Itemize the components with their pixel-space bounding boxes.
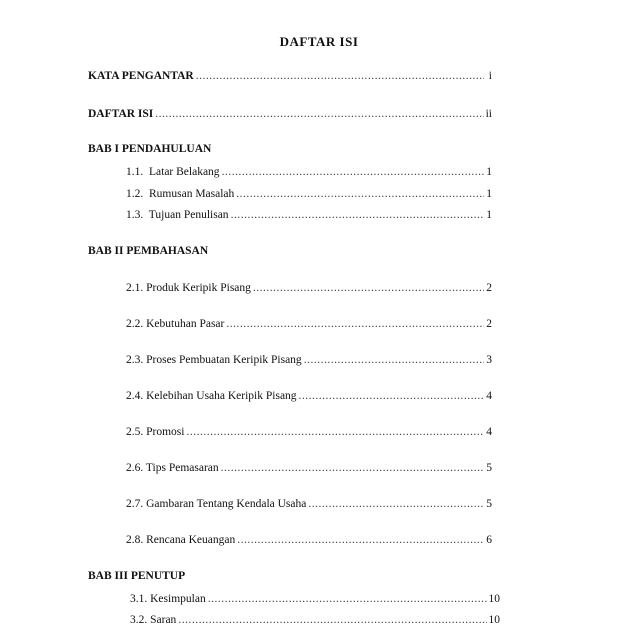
toc-page-number: 2: [486, 282, 492, 294]
leader-dots: [236, 186, 484, 202]
toc-entry-label: 2.2. Kebutuhan Pasar: [126, 318, 225, 330]
toc-page-number: 3: [486, 354, 492, 366]
toc-entry-label: 1.2. Rumusan Masalah: [126, 188, 235, 200]
toc-entry[interactable]: [126, 280, 492, 296]
leader-dots: [237, 532, 484, 548]
toc-page-number: ii: [485, 108, 492, 120]
toc-entry-label: 2.5. Promosi: [126, 426, 185, 438]
chapter-heading-bab3: BAB III PENUTUP: [88, 570, 186, 582]
toc-entry-label: 2.8. Rencana Keuangan: [126, 534, 236, 546]
toc-page-number: i: [488, 70, 492, 82]
toc-entry-label: KATA PENGANTAR: [88, 70, 194, 82]
leader-dots: [226, 316, 484, 332]
toc-entry[interactable]: [126, 424, 492, 440]
toc-page-number: 5: [486, 462, 492, 474]
toc-page-number: 4: [486, 426, 492, 438]
toc-entry[interactable]: [126, 460, 492, 476]
toc-entry[interactable]: [126, 352, 492, 368]
toc-entry-label: DAFTAR ISI: [88, 108, 154, 120]
toc-page-number: 6: [486, 534, 492, 546]
toc-page-number: 1: [486, 188, 492, 200]
toc-entry-label: 2.6. Tips Pemasaran: [126, 462, 219, 474]
leader-dots: [178, 612, 486, 628]
leader-dots: [186, 424, 484, 440]
toc-entry[interactable]: [126, 316, 492, 332]
leader-dots: [231, 207, 484, 223]
toc-entry[interactable]: [126, 186, 492, 202]
toc-entry[interactable]: [126, 496, 492, 512]
leader-dots: [222, 164, 484, 180]
toc-entry-label: 3.1. Kesimpulan: [130, 593, 206, 605]
toc-page-number: 10: [488, 593, 500, 605]
leader-dots: [196, 68, 484, 84]
toc-entry-daftar-isi[interactable]: [88, 106, 492, 122]
leader-dots: [208, 591, 487, 607]
toc-page-number: 10: [488, 614, 500, 626]
toc-entry[interactable]: [126, 532, 492, 548]
toc-entry[interactable]: [126, 164, 492, 180]
leader-dots: [304, 352, 484, 368]
leader-dots: [221, 460, 484, 476]
toc-entry-label: 3.2. Saran: [130, 614, 177, 626]
leader-dots: [308, 496, 484, 512]
leader-dots: [299, 388, 484, 404]
chapter-heading-bab2: BAB II PEMBAHASAN: [88, 245, 209, 257]
toc-entry-label: 1.1. Latar Belakang: [126, 166, 220, 178]
leader-dots: [253, 280, 484, 296]
toc-page-number: 5: [486, 498, 492, 510]
toc-page-number: 1: [486, 166, 492, 178]
toc-page-number: 2: [486, 318, 492, 330]
toc-entry-label: 2.3. Proses Pembuatan Keripik Pisang: [126, 354, 302, 366]
leader-dots: [155, 106, 483, 122]
toc-entry[interactable]: [126, 207, 492, 223]
chapter-heading-bab1: BAB I PENDAHULUAN: [88, 143, 212, 155]
toc-entry[interactable]: [126, 388, 492, 404]
toc-entry[interactable]: [130, 612, 500, 628]
toc-entry-label: 1.3. Tujuan Penulisan: [126, 209, 229, 221]
toc-entry-label: 2.1. Produk Keripik Pisang: [126, 282, 251, 294]
toc-entry-label: 2.7. Gambaran Tentang Kendala Usaha: [126, 498, 307, 510]
toc-page-number: 1: [486, 209, 492, 221]
page-title: DAFTAR ISI: [279, 34, 359, 49]
toc-page-number: 4: [486, 390, 492, 402]
toc-entry[interactable]: [130, 591, 500, 607]
toc-entry-kata-pengantar[interactable]: [88, 68, 492, 84]
toc-entry-label: 2.4. Kelebihan Usaha Keripik Pisang: [126, 390, 297, 402]
